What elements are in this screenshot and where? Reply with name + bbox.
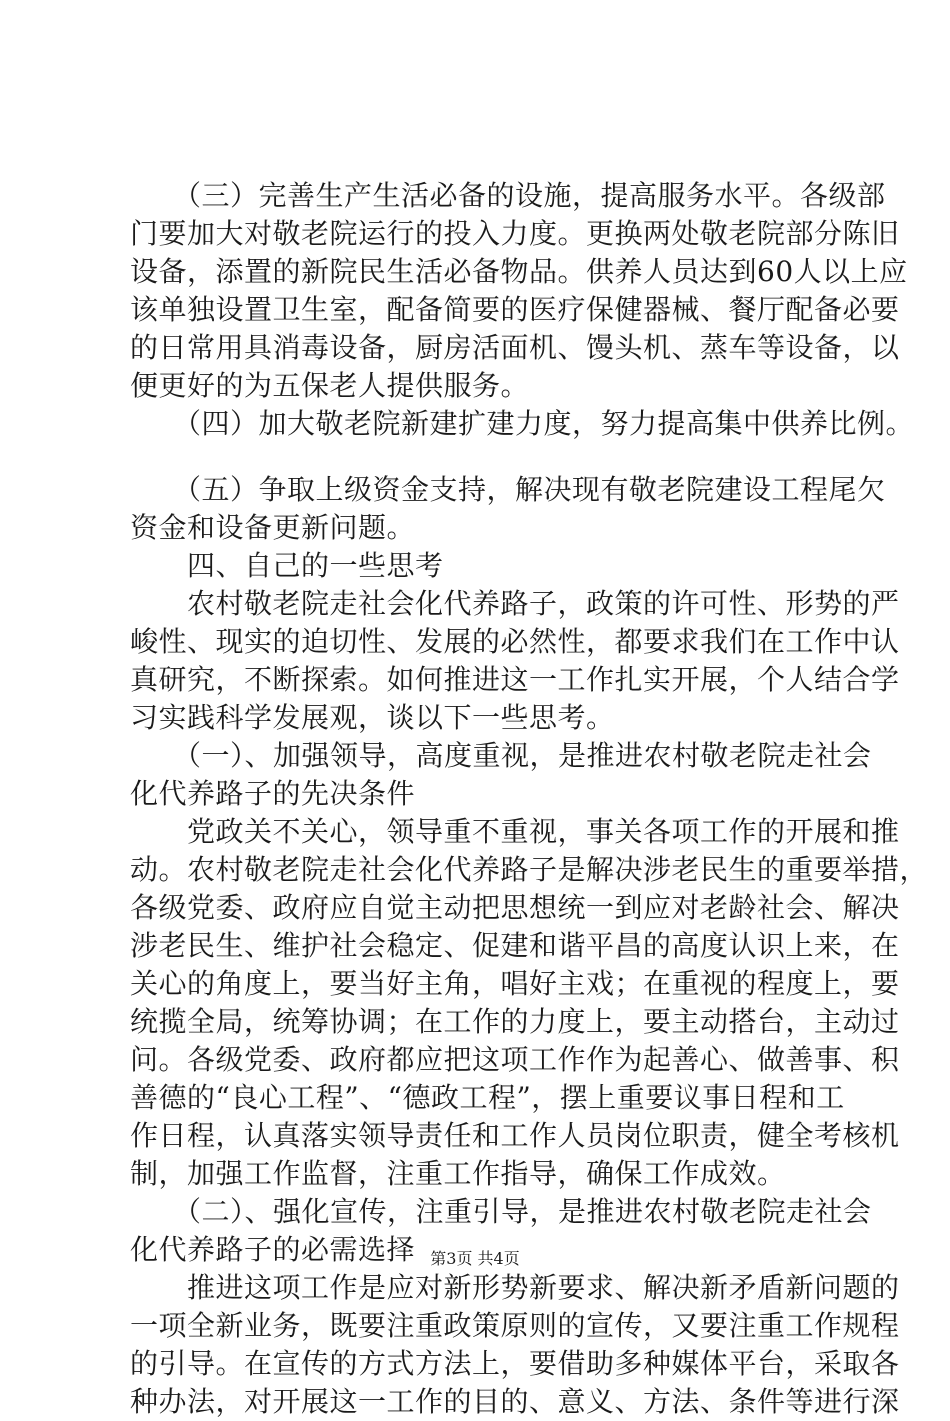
text-line: 推进这项工作是应对新形势新要求、解决新矛盾新问题的 (130, 1271, 900, 1304)
text-line: 各级党委、政府应自觉主动把思想统一到应对老龄社会、解决 (130, 891, 900, 924)
text-line: （四）加大敬老院新建扩建力度，努力提高集中供养比例。 (130, 407, 915, 440)
text-line: 化代养路子的必需选择 (130, 1233, 416, 1266)
text-line: （五）争取上级资金支持，解决现有敬老院建设工程尾欠 (130, 473, 886, 506)
page-footer: 第3页 共4页 (430, 1249, 520, 1268)
text-line: （一）、加强领导，高度重视，是推进农村敬老院走社会 (130, 739, 872, 772)
text-line: 善德的“良心工程”、“德政工程”，摆上重要议事日程和工 (130, 1081, 845, 1114)
text-line: 统揽全局，统筹协调；在工作的力度上，要主动搭台，主动过 (130, 1005, 900, 1038)
text-line: （二）、强化宣传，注重引导，是推进农村敬老院走社会 (130, 1195, 872, 1228)
text-line: 真研究，不断探索。如何推进这一工作扎实开展，个人结合学 (130, 663, 900, 696)
text-line: 问。各级党委、政府都应把这项工作作为起善心、做善事、积 (130, 1043, 900, 1076)
text-line: 作日程，认真落实领导责任和工作人员岗位职责，健全考核机 (130, 1119, 900, 1152)
text-line: 峻性、现实的迫切性、发展的必然性，都要求我们在工作中认 (130, 625, 900, 658)
text-line: 制，加强工作监督，注重工作指导，确保工作成效。 (130, 1157, 786, 1190)
text-line: 关心的角度上，要当好主角，唱好主戏；在重视的程度上，要 (130, 967, 900, 1000)
text-line: 化代养路子的先决条件 (130, 777, 416, 810)
section-heading: 四、自己的一些思考 (130, 549, 444, 582)
text-line: 设备，添置的新院民生活必备物品。供养人员达到60人以上应 (130, 255, 908, 288)
text-line: 一项全新业务，既要注重政策原则的宣传，又要注重工作规程 (130, 1309, 900, 1342)
text-line: 种办法，对开展这一工作的目的、意义、方法、条件等进行深 (130, 1385, 900, 1418)
text-line: （三）完善生产生活必备的设施，提高服务水平。各级部 (130, 179, 886, 212)
text-line: 便更好的为五保老人提供服务。 (130, 369, 530, 402)
text-line: 的日常用具消毒设备，厨房活面机、馒头机、蒸车等设备，以 (130, 331, 900, 364)
text-line: 门要加大对敬老院运行的投入力度。更换两处敬老院部分陈旧 (130, 217, 900, 250)
text-line: 动。农村敬老院走社会化代养路子是解决涉老民生的重要举措， (130, 853, 929, 886)
text-line: 资金和设备更新问题。 (130, 511, 416, 544)
text-line: 涉老民生、维护社会稳定、促建和谐平昌的高度认识上来，在 (130, 929, 900, 962)
text-line: 农村敬老院走社会化代养路子，政策的许可性、形势的严 (130, 587, 900, 620)
text-line: 的引导。在宣传的方式方法上，要借助多种媒体平台，采取各 (130, 1347, 900, 1380)
text-line: 党政关不关心，领导重不重视，事关各项工作的开展和推 (130, 815, 900, 848)
text-line: 该单独设置卫生室，配备简要的医疗保健器械、餐厅配备必要 (130, 293, 900, 326)
text-line: 习实践科学发展观，谈以下一些思考。 (130, 701, 615, 734)
